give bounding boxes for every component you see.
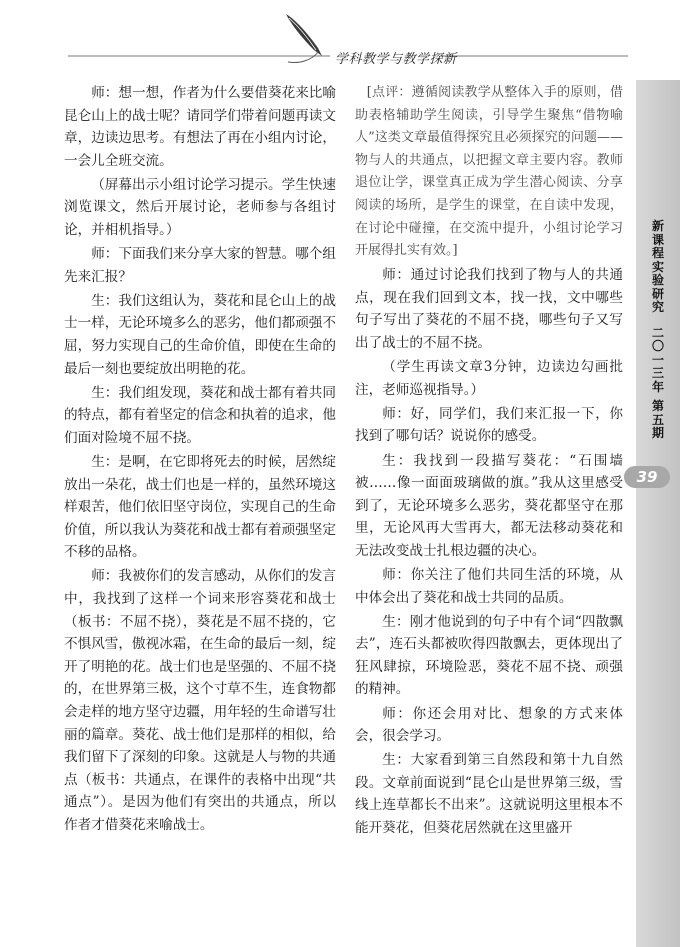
quill-pen-icon xyxy=(286,14,322,63)
body-paragraph: （屏幕出示小组讨论学习提示。学生快速浏览课文，然后开展讨论，老师参与各组讨论，并相机指导。） xyxy=(64,176,336,239)
journal-sidebar xyxy=(636,80,680,947)
body-paragraph: 师：你关注了他们共同生活的环境，从中体会出了葵花和战士共同的品质。 xyxy=(355,566,623,606)
journal-sidebar-label xyxy=(643,220,673,441)
body-paragraph: 师：你还会用对比、想象的方式来体会，很会学习。 xyxy=(355,705,623,745)
right-column xyxy=(355,82,623,841)
issue-date-char: 期 xyxy=(651,426,664,440)
issue-date-char: 年 xyxy=(651,379,664,394)
body-paragraph: 师：好，同学们，我们来汇报一下，你找到了哪句话？说说你的感受。 xyxy=(355,405,623,445)
journal-name-char: 新 xyxy=(651,219,664,233)
journal-name-char: 课 xyxy=(651,232,664,247)
body-paragraph: 生：我找到一段描写葵花：“石围墙被……像一面面玻璃做的旗。”我从这里感受到了，无论环境多么恶劣，葵花都坚守在那里，无论风再大雪再大，都无法移动葵花和无法改变战士扎根边疆的决心。 xyxy=(355,452,623,559)
body-paragraph: 生：是啊，在它即将死去的时候，居然绽放出一朵花，战士们也是一样的，虽然环境这样艰苦，他们依旧坚守岗位，实现自己的生命价值，所以我认为葵花和战士都有着顽强坚定不移的品格。 xyxy=(64,454,336,561)
sidebar-spacer xyxy=(656,319,660,323)
body-paragraph: 师：下面我们来分享大家的智慧。哪个组先来汇报？ xyxy=(64,246,336,285)
body-paragraph: 生：我们组发现，葵花和战士都有着共同的特点，都有着坚定的信念和执着的追求，他们面对险境不屈不挠。 xyxy=(64,384,336,446)
section-title: 学科教学与教学探新 xyxy=(335,52,457,67)
body-paragraph: 生：我们这组认为，葵花和昆仑山上的战士一样，无论环境多么的恶劣，他们都顽强不屈，努力实现自己的生命价值，即使在生命的最后一刻也要绽放出明艳的花。 xyxy=(64,292,336,377)
left-column xyxy=(64,82,336,838)
body-paragraph: 师：通过讨论我们找到了物与人的共通点，现在我们回到文本，找一找，文中哪些句子写出了葵花的不屈不挠，哪些句子又写出了战士的不屈不挠。 xyxy=(355,267,623,352)
issue-date-char: 三 xyxy=(651,366,664,380)
page-number-badge: 39 xyxy=(624,466,670,488)
body-paragraph: （学生再读文章3分钟，边读边勾画批注，老师巡视指导。） xyxy=(355,359,623,398)
journal-name-char: 程 xyxy=(651,246,664,260)
issue-date-char: 第 xyxy=(651,399,664,413)
issue-date-char: 一 xyxy=(651,352,664,367)
journal-name-char: 验 xyxy=(651,273,664,287)
journal-name-char: 实 xyxy=(651,259,664,274)
journal-name-char: 究 xyxy=(651,300,664,314)
page-header xyxy=(0,0,680,80)
body-paragraph: 师：想一想，作者为什么要借葵花来比喻昆仑山上的战士呢？请同学们带着问题再读文章，边读边思考。有想法了再在小组内讨论，一会儿全班交流。 xyxy=(64,85,336,169)
issue-date-char: 五 xyxy=(651,412,664,427)
issue-date-char: 二 xyxy=(651,325,664,340)
body-paragraph: 生：刚才他说到的句子中有个词“四散飘去”，连石头都被吹得四散飘去，更体现出了狂风肆掠，环境险恶，葵花不屈不挠、顽强的精神。 xyxy=(355,613,623,698)
body-paragraph: 生：大家看到第三自然段和第十九自然段。文章前面说到“昆仑山是世界第三级，雪线上连草都长不出来”。这就说明这里根本不能开葵花，但葵花居然就在这里盛开 xyxy=(355,752,623,836)
body-paragraph: 师：我被你们的发言感动，从你们的发言中，我找到了这样一个词来形容葵花和战士（板书：不屈不挠），葵花是不屈不挠的，它不惧风雪，傲视冰霜，在生命的最后一刻，绽开了明艳的花。战士们也是坚强的、不屈不挠的，在世界第三极，这个寸草不生，连食物都会走样的地方坚守边疆，用年轻的生命谱写壮丽的篇章。葵花、战士他们是那样的相似，给我们留下了深刻的印象。这就是人与物的共通点（板书：共通点，在课件的表格中出现“共通点”）。是因为他们有突出的共通点，所以作者才借葵花来喻战士。 xyxy=(64,568,336,833)
journal-name-char: 研 xyxy=(651,286,664,301)
issue-date-char: 〇 xyxy=(651,339,664,353)
commentary-paragraph: [点评：遵循阅读教学从整体入手的原则，借助表格辅助学生阅读，引导学生聚焦“借物喻人”这类文章最值得探究且必须探究的问题——物与人的共通点，以把握文章主要内容。教师退位让学，课堂真正成为学生潜心阅读、分享阅读的场所，是学生的课堂，在自读中发现，在讨论中碰撞，在交流中提升，小组讨论学习开展得扎实有效。] xyxy=(355,85,623,259)
header-decoration xyxy=(0,0,680,80)
